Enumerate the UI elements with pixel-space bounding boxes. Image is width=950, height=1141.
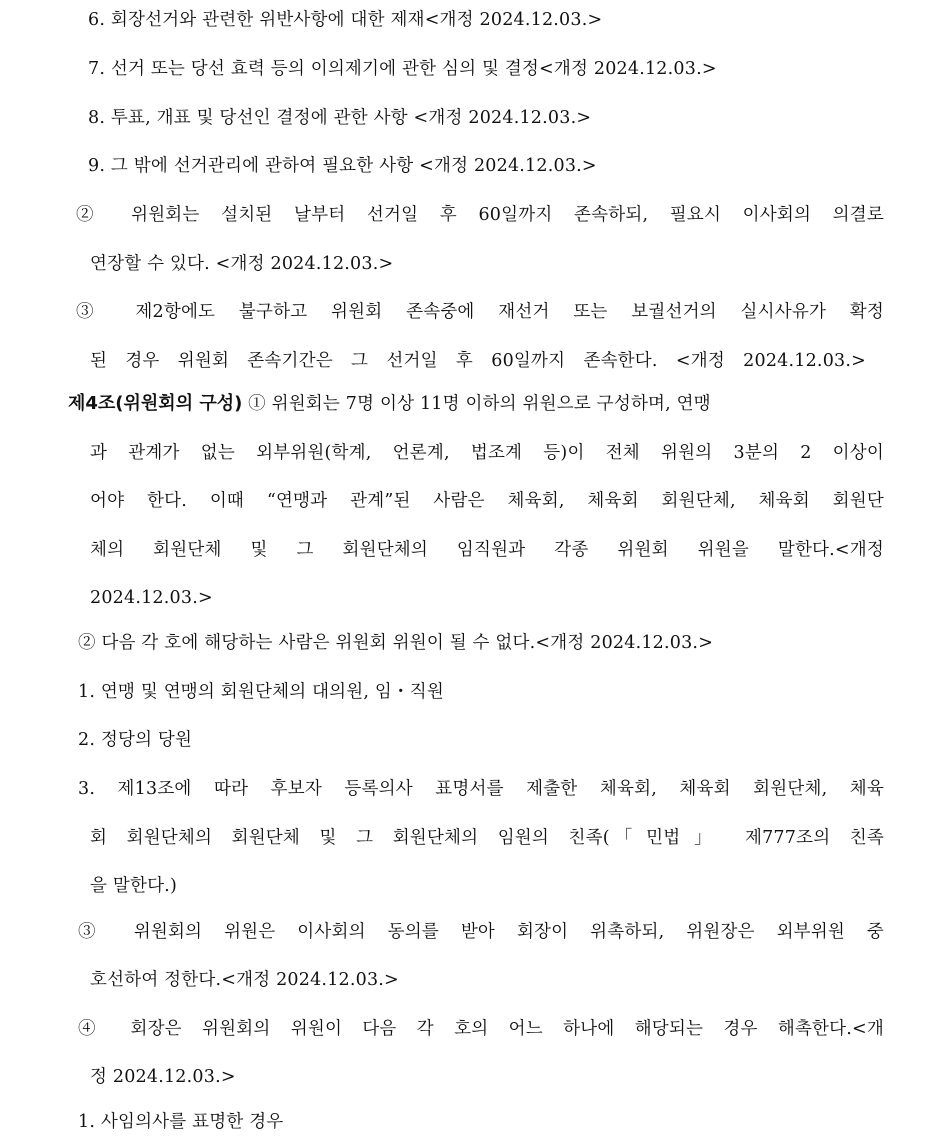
paragraph-2-duration-cont: 연장할 수 있다. <개정 2024.12.03.>	[90, 254, 394, 274]
paragraph-2-duration: ② 위원회는 설치된 날부터 선거일 후 60일까지 존속하되, 필요시 이사회의 의결로	[76, 205, 884, 225]
disqualification-item-3-cont: 회 회원단체의 회원단체 및 그 회원단체의 임원의 친족(「민법」 제777조의 친족	[90, 828, 884, 848]
article-4-line-4: 체의 회원단체 및 그 회원단체의 임직원과 각종 위원회 위원을 말한다.<개정	[90, 540, 884, 560]
article-4-line-2: 과 관계가 없는 외부위원(학계, 언론계, 법조계 등)이 전체 위원의 3분의 2 이상이	[90, 443, 884, 463]
item-7-objections: 7. 선거 또는 당선 효력 등의 이의제기에 관한 심의 및 결정<개정 2024.12.03.>	[88, 59, 717, 79]
paragraph-3-reelection: ③ 제2항에도 불구하고 위원회 존속중에 재선거 또는 보궐선거의 실시사유가 확정	[76, 302, 884, 322]
paragraph-3-reelection-cont: 된 경우 위원회 존속기간은 그 선거일 후 60일까지 존속한다. <개정 2024.12.03.>	[90, 351, 866, 371]
article-4-title: 제4조(위원회의 구성)	[68, 393, 243, 414]
paragraph-4-dismissal: ④ 회장은 위원회의 위원이 다음 각 호의 어느 하나에 해당되는 경우 해촉한다.<개	[78, 1019, 884, 1039]
paragraph-4-dismissal-cont: 정 2024.12.03.>	[90, 1067, 236, 1087]
paragraph-3-appointment: ③ 위원회의 위원은 이사회의 동의를 받아 회장이 위촉하되, 위원장은 외부위원 중	[78, 922, 884, 942]
article-4-line-3: 어야 한다. 이때 “연맹과 관계”된 사람은 체육회, 체육회 회원단체, 체육회 회원단	[90, 491, 884, 511]
dismissal-item-1: 1. 사임의사를 표명한 경우	[78, 1112, 284, 1132]
item-6-sanctions: 6. 회장선거와 관련한 위반사항에 대한 제재<개정 2024.12.03.>	[88, 10, 603, 30]
disqualification-item-2: 2. 정당의 당원	[78, 730, 193, 750]
article-4-line-5: 2024.12.03.>	[90, 588, 213, 608]
item-9-other: 9. 그 밖에 선거관리에 관하여 필요한 사항 <개정 2024.12.03.>	[88, 156, 597, 176]
disqualification-item-3: 3. 제13조에 따라 후보자 등록의사 표명서를 제출한 체육회, 체육회 회원단체, 체육	[78, 779, 884, 799]
item-8-voting: 8. 투표, 개표 및 당선인 결정에 관한 사항 <개정 2024.12.03.>	[88, 108, 592, 128]
paragraph-2-disqualification: ② 다음 각 호에 해당하는 사람은 위원회 위원이 될 수 없다.<개정 2024.12.03.>	[78, 633, 714, 653]
disqualification-item-1: 1. 연맹 및 연맹의 회원단체의 대의원, 임・직원	[78, 682, 444, 702]
paragraph-3-appointment-cont: 호선하여 정한다.<개정 2024.12.03.>	[90, 970, 399, 990]
article-4-paragraph-1: ① 위원회는 7명 이상 11명 이하의 위원으로 구성하며, 연맹	[242, 394, 711, 414]
article-4-first-line	[68, 392, 884, 416]
disqualification-item-3-end: 을 말한다.)	[90, 876, 177, 896]
